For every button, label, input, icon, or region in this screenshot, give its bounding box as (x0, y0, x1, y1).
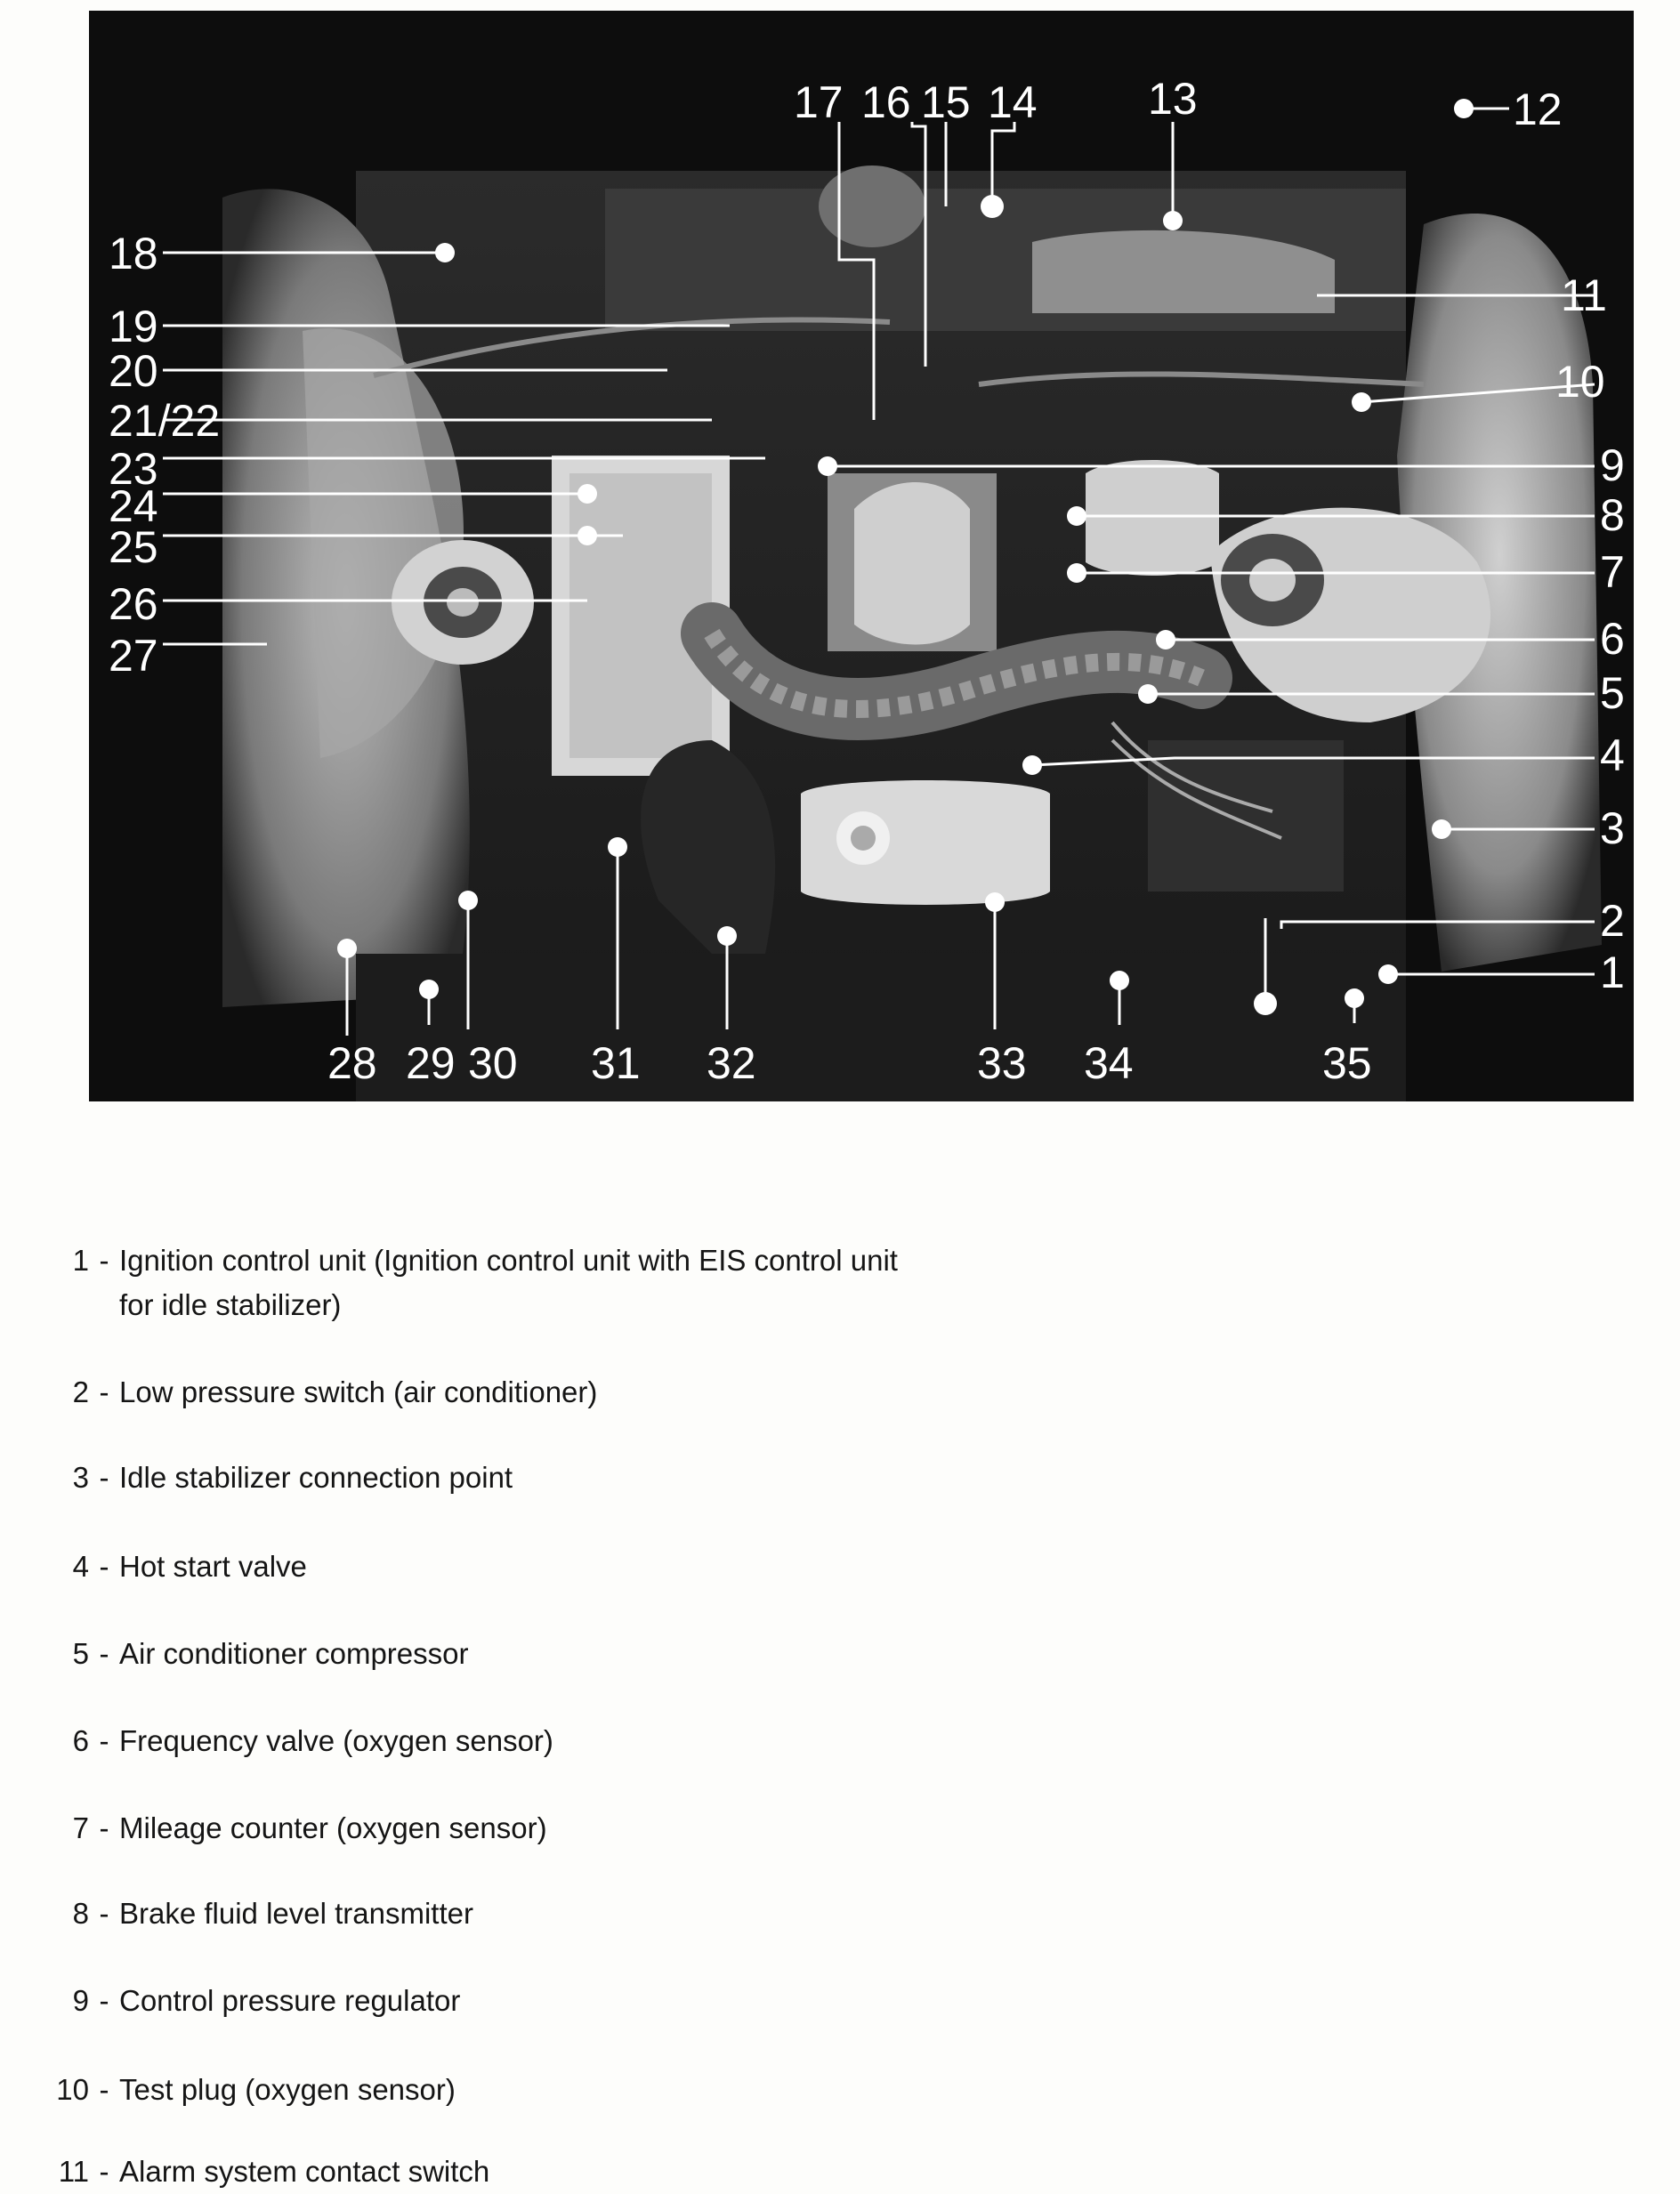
legend-item-9 (50, 1979, 940, 2023)
callout-2: 2 (1600, 896, 1625, 946)
callout-4: 4 (1600, 730, 1625, 780)
callout-30: 30 (468, 1038, 518, 1088)
legend-description: Air conditioner compressor (119, 1637, 469, 1670)
callout-27: 27 (109, 631, 158, 681)
legend-item-3 (50, 1456, 940, 1500)
callout-21-22: 21/22 (109, 396, 221, 446)
legend-item-6 (50, 1719, 940, 1763)
legend-number: 6 (72, 1724, 89, 1757)
callout-1: 1 (1600, 948, 1625, 997)
legend-separator: - (99, 2155, 109, 2188)
legend-description: Test plug (oxygen sensor) (119, 2073, 456, 2106)
legend-separator: - (99, 1244, 109, 1277)
legend-description: Low pressure switch (air conditioner) (119, 1375, 598, 1408)
legend-description: Frequency valve (oxygen sensor) (119, 1724, 553, 1757)
legend-number: 1 (72, 1244, 89, 1277)
legend-description: Mileage counter (oxygen sensor) (119, 1811, 547, 1844)
legend-description: Brake fluid level transmitter (119, 1897, 473, 1930)
legend-item-1 (50, 1238, 940, 1327)
callout-7: 7 (1600, 547, 1625, 597)
callout-20: 20 (109, 346, 158, 396)
legend-separator: - (99, 1724, 109, 1757)
legend-number: 5 (72, 1637, 89, 1670)
callout-15: 15 (921, 77, 971, 127)
callout-12: 12 (1513, 85, 1563, 134)
legend-number: 7 (72, 1811, 89, 1844)
callout-34: 34 (1084, 1038, 1134, 1088)
callout-13: 13 (1148, 74, 1198, 124)
legend-description: Control pressure regulator (119, 1984, 461, 2017)
legend-separator: - (99, 1984, 109, 2017)
legend-separator: - (99, 1637, 109, 1670)
callout-29: 29 (406, 1038, 456, 1088)
legend-separator: - (99, 1461, 109, 1494)
legend-separator: - (99, 1897, 109, 1930)
legend-item-4 (50, 1545, 940, 1589)
legend-item-8 (50, 1892, 940, 1936)
callout-25: 25 (109, 522, 158, 572)
callout-6: 6 (1600, 614, 1625, 664)
callout-35: 35 (1322, 1038, 1372, 1088)
callout-31: 31 (591, 1038, 641, 1088)
callout-18: 18 (109, 229, 158, 278)
callout-17: 17 (794, 77, 844, 127)
callout-28: 28 (327, 1038, 377, 1088)
legend-separator: - (99, 1550, 109, 1583)
legend-item-10 (50, 2068, 940, 2112)
legend-item-11 (50, 2150, 940, 2194)
legend-separator: - (99, 2073, 109, 2106)
callout-32: 32 (707, 1038, 756, 1088)
legend-number: 11 (58, 2155, 89, 2188)
callout-9: 9 (1600, 440, 1625, 490)
legend-separator: - (99, 1375, 109, 1408)
legend-description: Alarm system contact switch (119, 2155, 490, 2188)
callout-3: 3 (1600, 803, 1625, 853)
legend-item-5 (50, 1632, 940, 1676)
callout-11: 11 (1561, 270, 1607, 320)
callout-16: 16 (861, 77, 911, 127)
callout-5: 5 (1600, 668, 1625, 718)
callout-33: 33 (977, 1038, 1027, 1088)
legend-description: Hot start valve (119, 1550, 307, 1583)
legend-description: Idle stabilizer connection point (119, 1461, 513, 1494)
legend-separator: - (99, 1811, 109, 1844)
legend-item-2 (50, 1370, 940, 1415)
callout-8: 8 (1600, 490, 1625, 540)
callout-23: 23 (109, 444, 158, 494)
callout-14: 14 (988, 77, 1038, 127)
legend-number: 8 (72, 1897, 89, 1930)
legend-number: 9 (72, 1984, 89, 2017)
legend-number: 4 (72, 1550, 89, 1583)
callout-24: 24 (109, 481, 158, 531)
legend-number: 10 (56, 2073, 89, 2106)
legend-item-7 (50, 1806, 940, 1851)
legend-description: Ignition control unit (Ignition control unit with EIS control unit for idle stabilizer) (119, 1244, 898, 1321)
legend-number: 2 (72, 1375, 89, 1408)
callout-26: 26 (109, 579, 158, 629)
callout-10: 10 (1555, 357, 1605, 407)
legend-number: 3 (72, 1461, 89, 1494)
callout-19: 19 (109, 302, 158, 351)
